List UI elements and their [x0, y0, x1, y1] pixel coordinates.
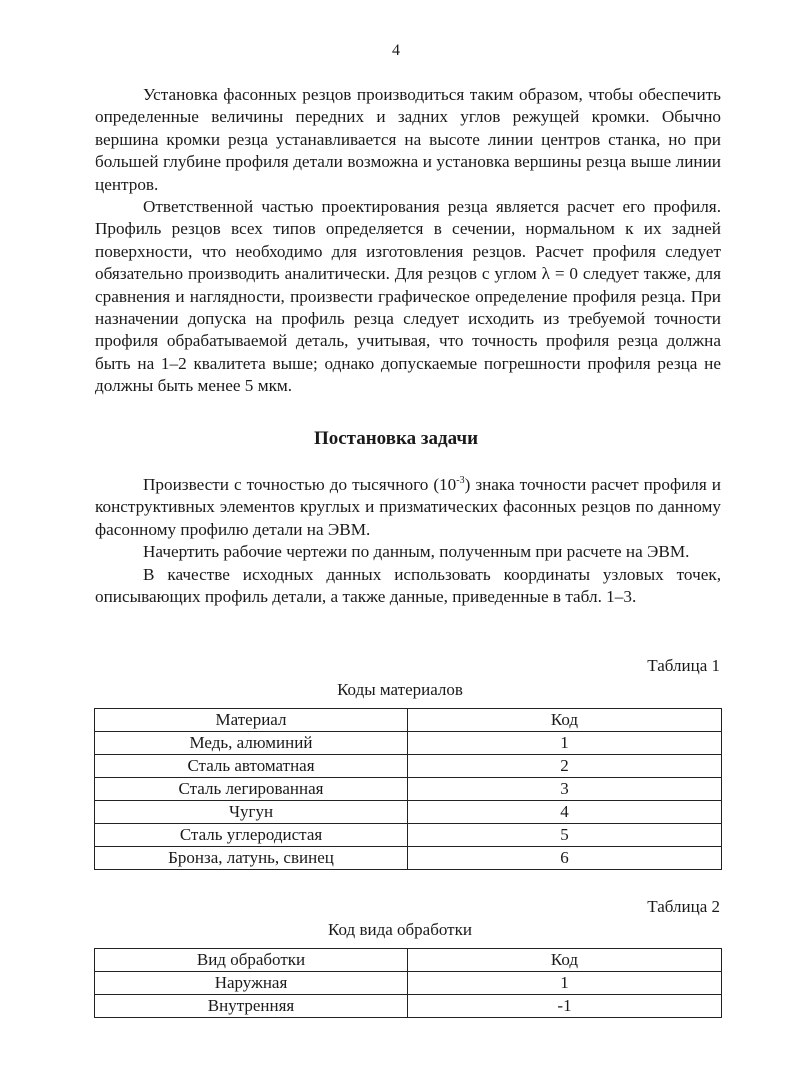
- code-cell: 3: [408, 778, 722, 801]
- exponent: -3: [456, 475, 465, 486]
- table-row: [95, 778, 722, 801]
- table-row: [95, 755, 722, 778]
- table1-title: Коды материалов: [337, 680, 463, 699]
- header-cell: Код: [408, 949, 722, 972]
- material-cell: Чугун: [95, 801, 408, 824]
- material-cell: Медь, алюминий: [95, 732, 408, 755]
- table-row: [95, 824, 722, 847]
- header-cell: Материал: [95, 709, 408, 732]
- section-heading: Постановка задачи: [313, 428, 479, 449]
- processing-type-cell: Наружная: [95, 972, 408, 995]
- table1-label: Таблица 1: [647, 656, 720, 675]
- table-row: [95, 995, 722, 1018]
- header-cell: Вид обработки: [95, 949, 408, 972]
- code-cell: 6: [408, 847, 722, 870]
- header-cell: Код: [408, 709, 722, 732]
- code-cell: 5: [408, 824, 722, 847]
- material-cell: Сталь углеродистая: [95, 824, 408, 847]
- material-cell: Бронза, латунь, свинец: [95, 847, 408, 870]
- paragraph-profile-calculation: Ответственной частью проектирования резца является расчет его профиля. Профиль резцов всех типов определяется в сечении, нормальном к их задней поверхности, что необходимо для изготовления резцов. Расчет профиля следует обязательно производить аналитически. Для резцов с углом λ = 0 следует также, для сравнения и наглядности, произвести графическое определение профиля резца. При назначении допуска на профиль резца следует исходить из требуемой точности профиля обрабатываемой деталь, учитывая, что точность профиля резца должна быть на 1–2 квалитета выше; однако допускаемые погрешности профиля резца не должны быть менее 5 мкм.: [95, 197, 721, 396]
- task-text: [95, 474, 721, 608]
- table2-title: Код вида обработки: [328, 920, 472, 939]
- page-number: 4: [392, 42, 400, 59]
- table-header-row: [95, 709, 722, 732]
- table-row: [95, 732, 722, 755]
- code-cell: 2: [408, 755, 722, 778]
- intro-text: [95, 84, 721, 398]
- code-cell: -1: [408, 995, 722, 1018]
- processing-type-table: [94, 948, 722, 1018]
- materials-table: [94, 708, 722, 870]
- table-row: [95, 847, 722, 870]
- table2-label: Таблица 2: [647, 897, 720, 916]
- task-text-part: ) знака точности расчет профиля и конструктивных элементов круглых и призматических фасонных резцов по данному фасонному профилю детали на ЭВМ.: [95, 475, 721, 539]
- task-text-part: Произвести с точностью до тысячного (10: [143, 475, 457, 494]
- paragraph-installation: Установка фасонных резцов производиться таким образом, чтобы обеспечить определенные величины передних и задних углов режущей кромки. Обычно вершина кромки резца устанавливается на высоте линии центров станка, но при большей глубине профиля детали возможна и установка вершины резца выше линии центров.: [95, 85, 721, 194]
- paragraph-drawings: Начертить рабочие чертежи по данным, полученным при расчете на ЭВМ.: [143, 542, 690, 562]
- table-row: [95, 801, 722, 824]
- table-row: [95, 972, 722, 995]
- material-cell: Сталь легированная: [95, 778, 408, 801]
- code-cell: 1: [408, 972, 722, 995]
- material-cell: Сталь автоматная: [95, 755, 408, 778]
- paragraph-input-data: В качестве исходных данных использовать координаты узловых точек, описывающих профиль детали, а также данные, приведенные в табл. 1–3.: [95, 564, 721, 607]
- processing-type-cell: Внутренняя: [95, 995, 408, 1018]
- paragraph-task: [95, 474, 721, 541]
- table-header-row: [95, 949, 722, 972]
- code-cell: 4: [408, 801, 722, 824]
- code-cell: 1: [408, 732, 722, 755]
